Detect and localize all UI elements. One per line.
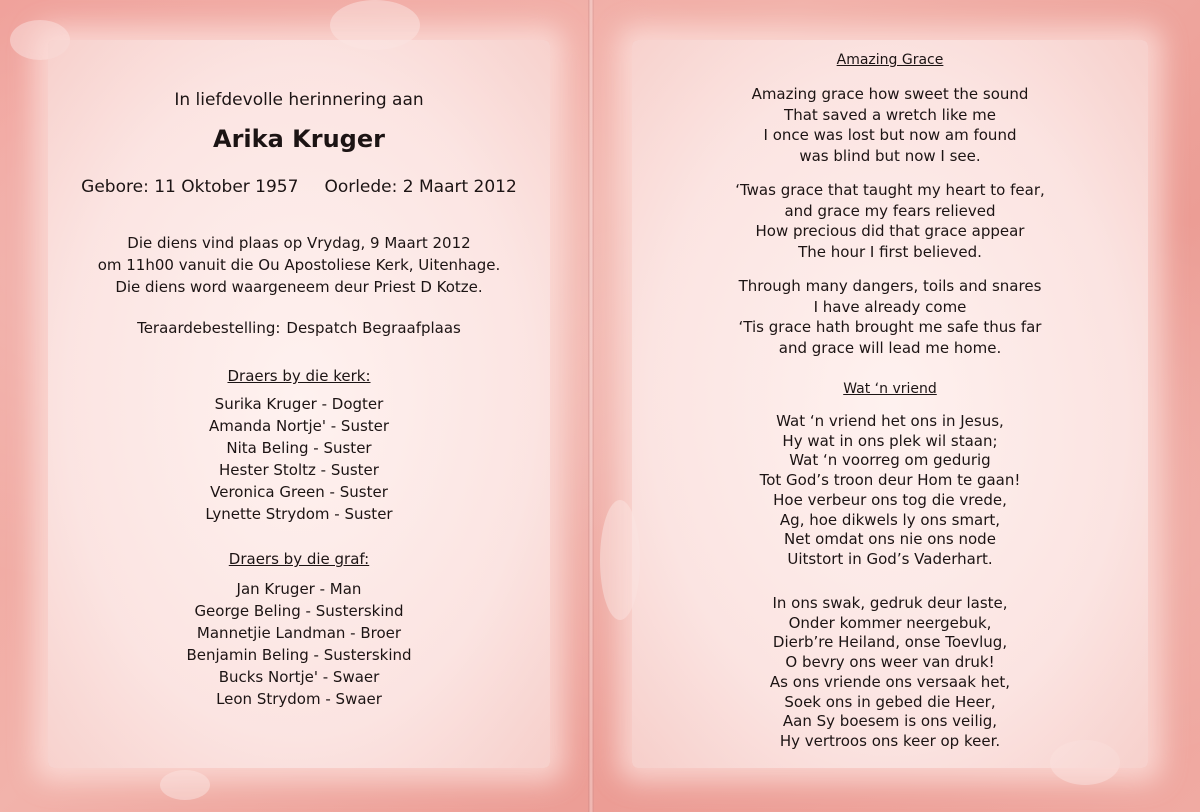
deceased-name: Arika Kruger <box>213 125 385 153</box>
bearer-entry: Hester Stoltz - Suster <box>219 461 379 479</box>
verse-line: Soek ons in gebed die Heer, <box>784 692 996 711</box>
verse-line: ‘Twas grace that taught my heart to fear, <box>735 181 1045 199</box>
verse-line: Hy vertroos ons keer op keer. <box>779 731 1001 750</box>
verse-line: Uitstort in God’s Vaderhart. <box>787 549 993 568</box>
bearer-entry: Amanda Nortje' - Suster <box>208 417 390 435</box>
bearer-entry: Jan Kruger - Man <box>236 580 362 598</box>
song-verse <box>632 180 1148 262</box>
service-line: Die diens vind plaas op Vrydag, 9 Maart 2012 <box>127 234 471 252</box>
verse-line: In ons swak, gedruk deur laste, <box>772 594 1008 612</box>
verse-line: Tot God’s troon deur Hom te gaan! <box>759 471 1021 490</box>
bearer-entry: Mannetjie Landman - Broer <box>196 624 402 642</box>
verse-line: O bevry ons weer van druk! <box>785 653 995 672</box>
death-date: Oorlede: 2 Maart 2012 <box>324 177 517 197</box>
bearer-entry: Bucks Nortje' - Swaer <box>218 668 380 686</box>
verse-line: The hour I first believed. <box>798 242 982 261</box>
church-bearers-heading: Draers by die kerk: <box>227 367 371 385</box>
bearer-entry: Benjamin Beling - Susterskind <box>186 646 412 664</box>
verse-line: Dierb’re Heiland, onse Toevlug, <box>772 633 1008 652</box>
burial-place: Despatch Begraafplaas <box>286 319 461 337</box>
verse-line: Wat ‘n vriend het ons in Jesus, <box>776 412 1004 430</box>
bearer-entry: Surika Kruger - Dogter <box>214 395 384 413</box>
verse-line: Ag, hoe dikwels ly ons smart, <box>779 510 1001 529</box>
birth-date: Gebore: 11 Oktober 1957 <box>81 177 299 197</box>
bearer-entry: Lynette Strydom - Suster <box>205 505 393 523</box>
verse-line: Onder kommer neergebuk, <box>788 613 992 632</box>
grave-bearers-heading: Draers by die graf: <box>228 550 370 568</box>
verse-line: Wat ‘n voorreg om gedurig <box>789 451 991 470</box>
song-title: Wat ‘n vriend <box>843 381 937 397</box>
service-line: om 11h00 vanuit die Ou Apostoliese Kerk, Uitenhage. <box>97 256 501 274</box>
song-verse <box>632 594 1148 752</box>
song-verse <box>632 276 1148 358</box>
bearer-entry: George Beling - Susterskind <box>194 602 404 620</box>
verse-line: Net omdat ons nie ons node <box>784 530 996 549</box>
service-details <box>48 232 550 298</box>
page-fold <box>588 0 594 812</box>
verse-line: Aan Sy boesem is ons veilig, <box>782 712 998 731</box>
song-verse <box>632 412 1148 570</box>
verse-line: and grace will lead me home. <box>778 338 1002 357</box>
grave-bearers-list <box>48 578 550 710</box>
verse-line: Amazing grace how sweet the sound <box>751 85 1029 103</box>
memorial-intro: In liefdevolle herinnering aan <box>174 90 424 110</box>
verse-line: I have already come <box>813 297 967 316</box>
verse-line: As ons vriende ons versaak het, <box>769 672 1011 691</box>
church-bearers-list <box>48 393 550 525</box>
bearer-entry: Veronica Green - Suster <box>210 483 388 501</box>
burial-info <box>48 318 550 340</box>
verse-line: Through many dangers, toils and snares <box>738 277 1042 295</box>
verse-line: ‘Tis grace hath brought me safe thus far <box>738 318 1042 336</box>
verse-line: I once was lost but now am found <box>763 126 1017 144</box>
bearer-entry: Leon Strydom - Swaer <box>216 690 382 708</box>
service-line: Die diens word waargeneem deur Priest D Kotze. <box>115 278 483 296</box>
verse-line: was blind but now I see. <box>799 146 981 165</box>
verse-line: and grace my fears relieved <box>784 201 996 220</box>
burial-label: Teraardebestelling: <box>137 319 281 337</box>
verse-line: That saved a wretch like me <box>784 105 996 124</box>
song-title: Amazing Grace <box>836 52 944 68</box>
verse-line: Hoe verbeur ons tog die vrede, <box>773 490 1007 509</box>
song-verse <box>632 84 1148 166</box>
verse-line: Hy wat in ons plek wil staan; <box>782 431 998 450</box>
bearer-entry: Nita Beling - Suster <box>226 439 372 457</box>
life-dates <box>48 177 550 199</box>
verse-line: How precious did that grace appear <box>755 222 1025 240</box>
